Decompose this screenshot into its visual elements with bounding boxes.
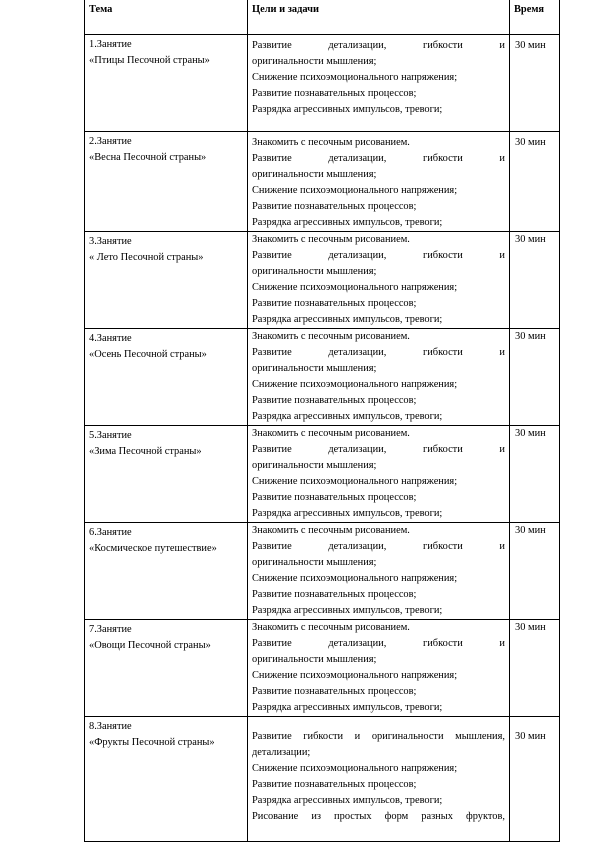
lesson-number: 4.Занятие (89, 333, 132, 344)
lesson-number: 8.Занятие (89, 721, 132, 732)
lesson-goals-cell (248, 35, 510, 132)
goal-line: Развитие детализации, гибкости и (252, 347, 505, 358)
table-row (85, 523, 560, 620)
goal-line: Развитие детализации, гибкости и (252, 638, 505, 649)
lesson-goals-cell (248, 717, 510, 842)
table-body (85, 35, 560, 842)
table-row (85, 620, 560, 717)
goal-line: детализации; (252, 747, 311, 758)
goal-line: Снижение психоэмоционального напряжения; (252, 476, 458, 487)
lesson-name: «Овощи Песочной страны» (89, 640, 211, 651)
goal-line: Разрядка агрессивных импульсов, тревоги; (252, 795, 443, 806)
lesson-name: «Фрукты Песочной страны» (89, 737, 215, 748)
table-row (85, 426, 560, 523)
goal-line: Развитие познавательных процессов; (252, 201, 417, 212)
lesson-number: 1.Занятие (89, 39, 132, 50)
goal-line: Развитие познавательных процессов; (252, 779, 417, 790)
goal-line: оригинальности мышления; (252, 266, 377, 277)
goal-line: оригинальности мышления; (252, 56, 377, 67)
goal-line: оригинальности мышления; (252, 363, 377, 374)
goal-line: Развитие познавательных процессов; (252, 686, 417, 697)
lesson-topic-cell (85, 35, 248, 132)
goal-line: Развитие познавательных процессов; (252, 88, 417, 99)
lesson-name: «Зима Песочной страны» (89, 446, 202, 457)
goal-line: Развитие гибкости и оригинальности мышления, (252, 731, 505, 742)
goal-line: Знакомить с песочным рисованием. (252, 137, 410, 148)
goal-line: оригинальности мышления; (252, 460, 377, 471)
lesson-name: « Лето Песочной страны» (89, 252, 204, 263)
goal-line: Разрядка агрессивных импульсов, тревоги; (252, 411, 443, 422)
goal-line: Снижение психоэмоционального напряжения; (252, 763, 458, 774)
lesson-goals-cell (248, 426, 510, 523)
goal-line: Снижение психоэмоционального напряжения; (252, 379, 458, 390)
goal-line: Снижение психоэмоционального напряжения; (252, 282, 458, 293)
lesson-name: «Осень Песочной страны» (89, 349, 207, 360)
goal-line: Разрядка агрессивных импульсов, тревоги; (252, 702, 443, 713)
lesson-name: «Птицы Песочной страны» (89, 55, 210, 66)
goal-line: Рисование из простых форм разных фруктов, (252, 811, 505, 822)
lesson-duration: 30 мин (510, 523, 560, 620)
goal-line: Развитие познавательных процессов; (252, 395, 417, 406)
goal-line: Разрядка агрессивных импульсов, тревоги; (252, 605, 443, 616)
lesson-topic-cell (85, 232, 248, 329)
goal-line: Развитие детализации, гибкости и (252, 250, 505, 261)
lesson-duration: 30 мин (510, 35, 560, 132)
goal-line: Снижение психоэмоционального напряжения; (252, 573, 458, 584)
lesson-number: 3.Занятие (89, 236, 132, 247)
header-time: Время (510, 0, 560, 35)
table-row (85, 35, 560, 132)
goal-line: оригинальности мышления; (252, 654, 377, 665)
header-topic: Тема (85, 0, 248, 35)
goal-line: Развитие познавательных процессов; (252, 298, 417, 309)
goal-line: Развитие познавательных процессов; (252, 589, 417, 600)
goal-line: Знакомить с песочным рисованием. (252, 331, 410, 342)
goal-line: Знакомить с песочным рисованием. (252, 622, 410, 633)
table-row (85, 329, 560, 426)
goal-line: Снижение психоэмоционального напряжения; (252, 670, 458, 681)
lesson-topic-cell (85, 523, 248, 620)
goal-line: Разрядка агрессивных импульсов, тревоги; (252, 508, 443, 519)
goal-line: Знакомить с песочным рисованием. (252, 234, 410, 245)
lesson-goals-cell (248, 523, 510, 620)
header-goals: Цели и задачи (248, 0, 510, 35)
goal-line: Снижение психоэмоционального напряжения; (252, 185, 458, 196)
lesson-name: «Весна Песочной страны» (89, 152, 207, 163)
lesson-goals-cell (248, 329, 510, 426)
lesson-number: 7.Занятие (89, 624, 132, 635)
goal-line: Знакомить с песочным рисованием. (252, 525, 410, 536)
lesson-topic-cell (85, 717, 248, 842)
goal-line: Развитие детализации, гибкости и (252, 40, 505, 51)
goal-line: Разрядка агрессивных импульсов, тревоги; (252, 217, 443, 228)
goal-line: Снижение психоэмоционального напряжения; (252, 72, 458, 83)
lesson-topic-cell (85, 620, 248, 717)
lesson-goals-cell (248, 620, 510, 717)
goal-line: Развитие познавательных процессов; (252, 492, 417, 503)
goal-line: Развитие детализации, гибкости и (252, 153, 505, 164)
goal-line: Разрядка агрессивных импульсов, тревоги; (252, 104, 443, 115)
lesson-topic-cell (85, 329, 248, 426)
lesson-number: 2.Занятие (89, 136, 132, 147)
lesson-duration: 30 мин (510, 620, 560, 717)
lesson-plan-table (84, 0, 560, 842)
lesson-duration: 30 мин (510, 232, 560, 329)
table-header-row (85, 0, 560, 35)
lesson-topic-cell (85, 426, 248, 523)
table-row (85, 232, 560, 329)
lesson-name: «Космическое путешествие» (89, 543, 217, 554)
lesson-goals-cell (248, 232, 510, 329)
goal-line: Разрядка агрессивных импульсов, тревоги; (252, 314, 443, 325)
goal-line: оригинальности мышления; (252, 557, 377, 568)
lesson-number: 6.Занятие (89, 527, 132, 538)
goal-line: Развитие детализации, гибкости и (252, 541, 505, 552)
lesson-duration: 30 мин (510, 132, 560, 232)
table-row (85, 717, 560, 842)
lesson-topic-cell (85, 132, 248, 232)
table-row (85, 132, 560, 232)
goal-line: оригинальности мышления; (252, 169, 377, 180)
lesson-goals-cell (248, 132, 510, 232)
goal-line: Развитие детализации, гибкости и (252, 444, 505, 455)
goal-line: Знакомить с песочным рисованием. (252, 428, 410, 439)
lesson-duration: 30 мин (510, 426, 560, 523)
lesson-duration: 30 мин (510, 329, 560, 426)
lesson-duration: 30 мин (510, 717, 560, 842)
lesson-number: 5.Занятие (89, 430, 132, 441)
